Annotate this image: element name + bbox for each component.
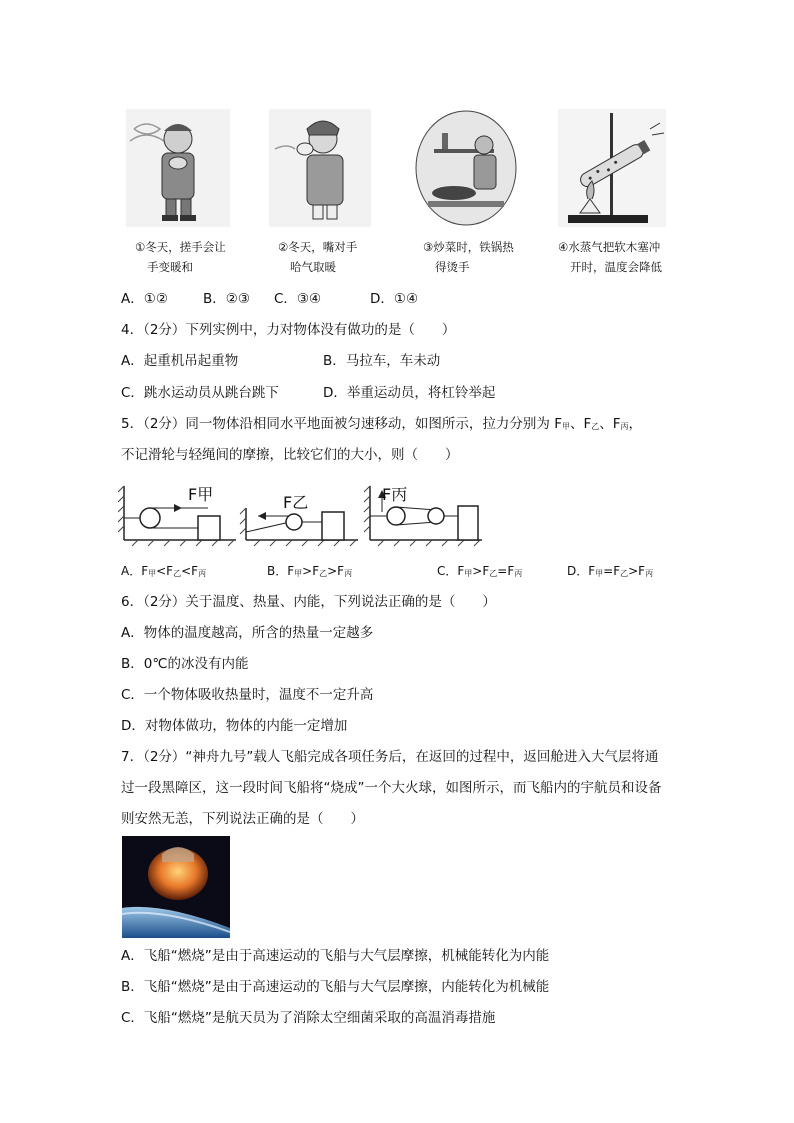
figure-4-test-tube-cork bbox=[558, 109, 666, 227]
q4-option-a: A．起重机吊起重物 bbox=[121, 353, 239, 369]
caption-line: 哈气取暖 bbox=[290, 260, 336, 274]
caption-line: ②冬天，嘴对手 bbox=[278, 240, 358, 254]
q5-option-a: A．$F_甲<F_乙<F_丙$ bbox=[121, 564, 207, 578]
caption-line: ④水蒸气把软木塞冲 bbox=[558, 240, 661, 254]
q7-stem-line2: 过一段黑障区，这一段时间飞船将“烧成”一个大火球，如图所示，而飞船内的宇航员和设备 bbox=[121, 780, 662, 796]
q5-stem-line2: 不记滑轮与轻绳间的摩擦，比较它们的大小，则（ ） bbox=[121, 447, 459, 463]
figure-1-rubbing-hands bbox=[126, 109, 230, 227]
q6-option-c: C．一个物体吸收热量时，温度不一定升高 bbox=[121, 687, 374, 703]
figure-1-caption bbox=[135, 237, 245, 277]
q7-option-c: C．飞船“燃烧”是航天员为了消除太空细菌采取的高温消毒措施 bbox=[121, 1010, 496, 1026]
q7-option-b: B．飞船“燃烧”是由于高速运动的飞船与大气层摩擦，内能转化为机械能 bbox=[121, 979, 550, 995]
q4-option-b: B．马拉车，车未动 bbox=[323, 353, 441, 369]
q6-option-a: A．物体的温度越高，所含的热量一定越多 bbox=[121, 625, 374, 641]
q5-pulley-diagram bbox=[118, 478, 488, 550]
figure-3-caption bbox=[423, 237, 533, 277]
figure-2-breathing-on-hands bbox=[269, 109, 371, 227]
figure-2-caption bbox=[278, 237, 388, 277]
q5-option-c: C．$F_甲>F_乙=F_丙$ bbox=[437, 564, 523, 578]
caption-line: ③炒菜时，铁锅热 bbox=[423, 240, 514, 254]
q3-option-c: C．③④ bbox=[274, 291, 322, 307]
q4-option-c: C．跳水运动员从跳台跳下 bbox=[121, 385, 279, 401]
q6-stem: 6．（2分）关于温度、热量、内能，下列说法正确的是（ ） bbox=[121, 594, 496, 610]
caption-line: 开时，温度会降低 bbox=[570, 260, 662, 274]
q5-stem-text: 5．（2分）同一物体沿相同水平地面被匀速移动，如图所示，拉力分别为 F bbox=[121, 416, 562, 432]
q6-option-b: B．0℃的冰没有内能 bbox=[121, 656, 249, 672]
sub-bing: 丙 bbox=[620, 422, 629, 431]
sub-jia: 甲 bbox=[561, 422, 570, 431]
q7-stem-line1: 7．（2分）“神舟九号”载人飞船完成各项任务后，在返回的过程中，返回舱进入大气层将通 bbox=[121, 749, 659, 765]
q7-option-a: A．飞船“燃烧”是由于高速运动的飞船与大气层摩擦，机械能转化为内能 bbox=[121, 948, 550, 964]
q4-stem: 4．（2分）下列实例中，力对物体没有做功的是（ ） bbox=[121, 322, 456, 338]
q3-option-d: D．①④ bbox=[370, 291, 419, 307]
label-f-jia: F甲 bbox=[188, 485, 214, 504]
q5-option-d: D．$F_甲=F_乙>F_丙$ bbox=[567, 564, 654, 578]
q7-stem-line3: 则安然无恙，下列说法正确的是（ ） bbox=[121, 811, 364, 827]
q5-option-b: B．$F_甲>F_乙>F_丙$ bbox=[267, 564, 353, 578]
q7-spacecraft-image bbox=[122, 836, 230, 938]
caption-line: 手变暖和 bbox=[147, 260, 193, 274]
figure-3-cooking-wok bbox=[414, 109, 518, 227]
q3-option-b: B．②③ bbox=[203, 291, 250, 307]
q3-option-a: A．①② bbox=[121, 291, 168, 307]
q6-option-d: D．对物体做功，物体的内能一定增加 bbox=[121, 718, 348, 734]
caption-line: 得烫手 bbox=[435, 260, 470, 274]
figure-4-caption bbox=[558, 237, 678, 277]
sub-yi: 乙 bbox=[591, 422, 600, 431]
label-f-yi: F乙 bbox=[283, 493, 309, 512]
q5-stem-line1: 5．（2分）同一物体沿相同水平地面被匀速移动，如图所示，拉力分别为 $F_甲$、$F_乙$、$F_丙$， bbox=[121, 416, 643, 432]
q4-option-d: D．举重运动员，将杠铃举起 bbox=[323, 385, 496, 401]
label-f-bing: F丙 bbox=[382, 485, 408, 504]
caption-line: ①冬天，搓手会让 bbox=[135, 240, 226, 254]
